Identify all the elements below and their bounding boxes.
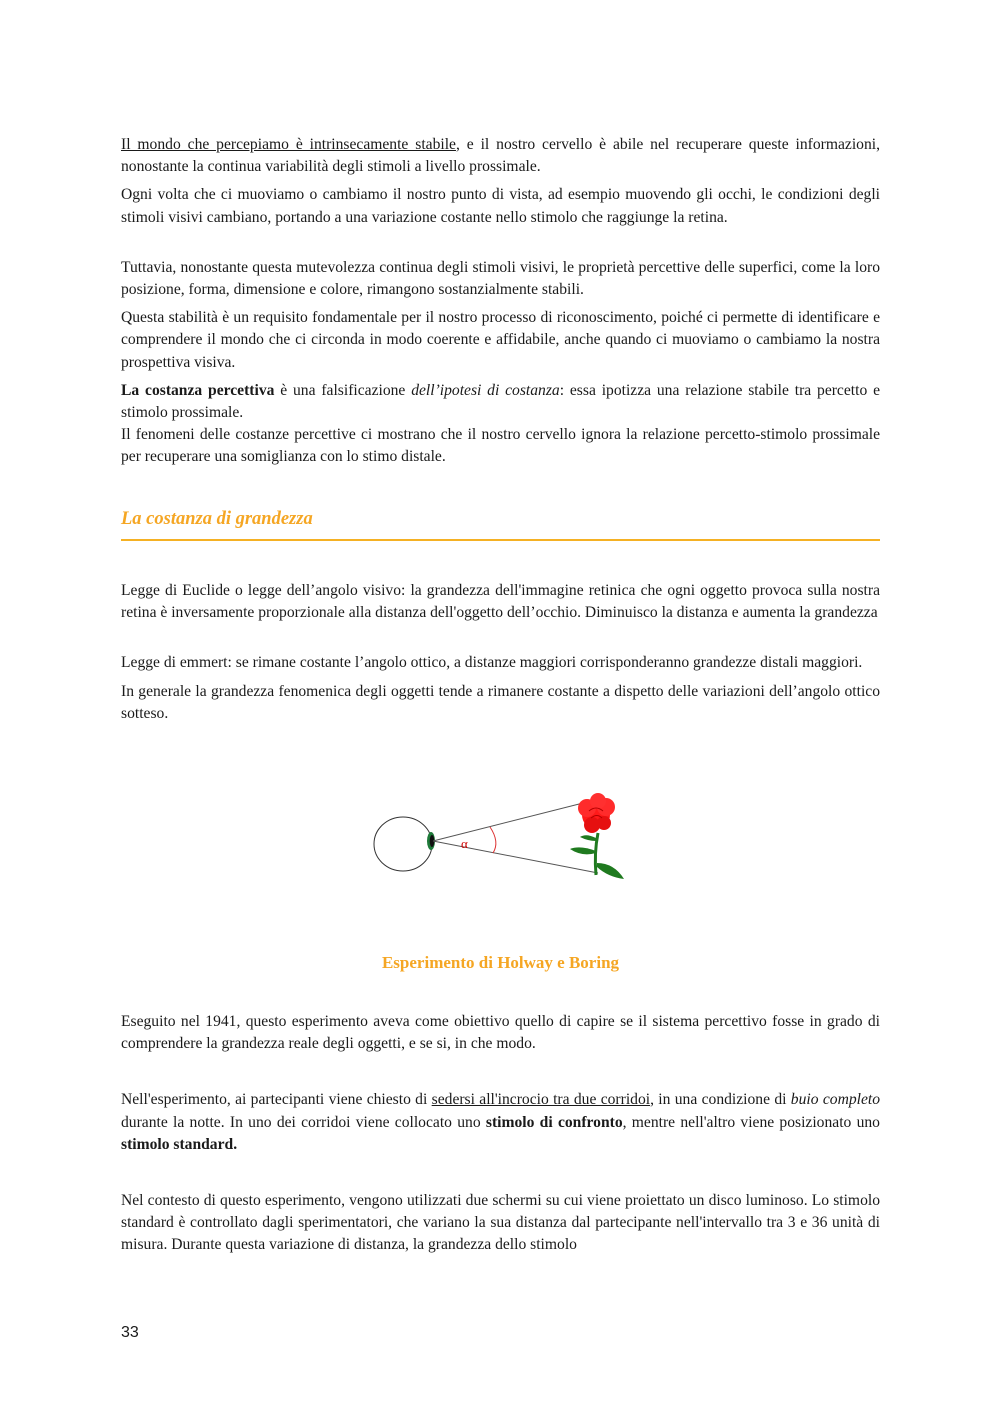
section-body: [121, 580, 880, 725]
intro-paragraph-2: Ogni volta che ci muoviamo o cambiamo il nostro punto di vista, ad esempio muovendo gli occhi, le condizioni degli stimoli visivi cambiano, portando a una variazione costante nello stimolo che raggiunge la retina.: [121, 186, 880, 226]
paragraph-text: , in una condizione di: [650, 1091, 791, 1109]
section-heading: La costanza di grandezza: [121, 509, 880, 541]
angle-label: α: [461, 836, 468, 851]
paragraph-text: : essa ipotizza una relazione stabile tra percetto e stimolo prossimale.: [121, 381, 880, 422]
sight-line-top: [433, 801, 591, 841]
paragraph-text: Nell'esperimento, ai partecipanti viene chiesto di: [121, 1091, 432, 1109]
bold-term: stimolo di confronto: [485, 1113, 623, 1131]
sight-line-bottom: [433, 841, 598, 873]
general-paragraph: In generale la grandezza fenomenica degli oggetti tende a rimanere costante a dispetto delle variazioni dell’angolo ottico sotteso.: [121, 682, 880, 722]
paragraph-text: , e il nostro cervello è abile nel recuperare queste informazioni, nonostante la continua variabilità degli stimoli a livello prossimale.: [121, 136, 880, 176]
underlined-phrase: Il mondo che percepiamo è intrinsecamente stabile: [121, 136, 456, 153]
emmert-law-paragraph: Legge di emmert: se rimane costante l’angolo ottico, a distanze maggiori corrisponderanno grandezze distali maggiori.: [121, 654, 863, 672]
bold-term: stimolo standard.: [121, 1135, 238, 1153]
eye-icon: [374, 817, 432, 871]
intro-block: [121, 134, 880, 469]
paragraph-text: durante la notte. In uno dei corridoi viene collocato uno: [121, 1113, 486, 1131]
intro-paragraph-5: [121, 380, 880, 424]
intro-paragraph-3: Tuttavia, nonostante questa mutevolezza continua degli stimoli visivi, le proprietà percettive delle superfici, come la loro posizione, forma, dimensione e colore, rimangono sostanzialmente stabili.: [121, 258, 880, 299]
experiment-title: Esperimento di Holway e Boring: [381, 953, 620, 972]
euclid-law-paragraph: Legge di Euclide o legge dell’angolo visivo: la grandezza dell'immagine retinica che ogni oggetto provoca sulla nostra retina è inversamente proporzionale alla distanza dell'oggetto dell’occhio. Diminuisco la distanza e aumenta la grandezza: [121, 582, 880, 622]
bold-term: La costanza percettiva: [121, 381, 275, 399]
intro-paragraph-1: [121, 134, 880, 178]
italic-term: dell’ipotesi di costanza: [411, 381, 560, 399]
experiment-paragraph-2: [121, 1089, 880, 1156]
rose-icon: [570, 793, 624, 879]
experiment-body: [121, 1011, 880, 1257]
page-number: 33: [121, 1324, 139, 1341]
paragraph-text: è una falsificazione: [274, 381, 412, 399]
underlined-phrase: sedersi all'incrocio tra due corridoi: [431, 1091, 651, 1109]
experiment-paragraph-3: Nel contesto di questo esperimento, vengono utilizzati due schermi su cui viene proiettato un disco luminoso. Lo stimolo standard è controllato dagli sperimentatori, che variano la sua distanza dal partecipante nell'intervallo tra 3 e 36 unità di misura. Durante questa variazione di distanza, la grandezza dello stimolo: [121, 1192, 880, 1254]
visual-angle-figure: [370, 793, 632, 885]
experiment-paragraph-1: Eseguito nel 1941, questo esperimento aveva come obiettivo quello di capire se il sistema percettivo fosse in grado di comprendere la grandezza reale degli oggetti, e se si, in che modo.: [121, 1013, 880, 1053]
intro-paragraph-4: Questa stabilità è un requisito fondamentale per il nostro processo di riconoscimento, poiché ci permette di identificare e comprendere il mondo che ci circonda in modo coerente e affidabile, anche quando ci muoviamo o cambiamo la nostra prospettiva visiva.: [121, 309, 880, 371]
angle-arc: [490, 827, 496, 853]
italic-term: buio completo: [790, 1091, 881, 1109]
paragraph-text: , mentre nell'altro viene posizionato uno: [622, 1113, 880, 1131]
intro-paragraph-6: Il fenomeni delle costanze percettive ci mostrano che il nostro cervello ignora la relazione percetto-stimolo prossimale per recuperare una somiglianza con lo stimo distale.: [121, 426, 880, 466]
